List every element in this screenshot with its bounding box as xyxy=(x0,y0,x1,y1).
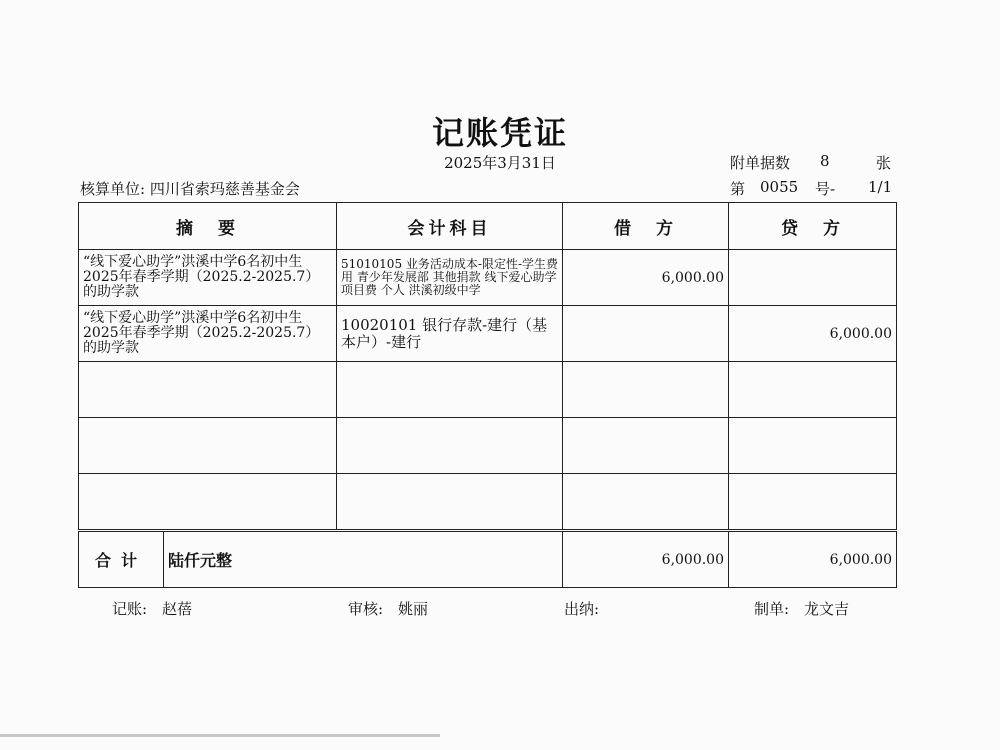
total-amount-in-words: 陆仟元整 xyxy=(168,551,233,570)
signature-line xyxy=(78,598,896,620)
attachment-unit: 张 xyxy=(876,154,892,172)
header-debit: 借 方 xyxy=(563,203,729,250)
attachment-count xyxy=(730,152,900,173)
row-account: 10020101 银行存款-建行（基本户）-建行 xyxy=(337,306,563,362)
table-header-row xyxy=(79,203,897,250)
attachment-label: 附单据数 xyxy=(730,154,791,172)
reviewer-signature: 审核: 姚丽 xyxy=(348,600,429,618)
accounting-unit-label: 核算单位: xyxy=(80,180,146,198)
voucher-number-suffix: 号- xyxy=(815,180,836,198)
table-row xyxy=(79,306,897,362)
total-debit: 6,000.00 xyxy=(563,531,729,588)
bookkeeper-signature: 记账: 赵蓓 xyxy=(112,600,193,618)
preparer-signature: 制单: 龙文吉 xyxy=(754,600,850,618)
header-summary: 摘 要 xyxy=(79,203,337,250)
header-credit: 贷 方 xyxy=(729,203,897,250)
scan-edge-line xyxy=(0,734,440,737)
row-credit: 6,000.00 xyxy=(729,306,897,362)
total-credit: 6,000.00 xyxy=(729,531,897,588)
table-row-empty xyxy=(79,418,897,474)
row-summary: “线下爱心助学”洪溪中学6名初中生2025年春季学期（2025.2-2025.7）的助学款 xyxy=(79,250,337,306)
row-summary: “线下爱心助学”洪溪中学6名初中生2025年春季学期（2025.2-2025.7）的助学款 xyxy=(79,306,337,362)
document-title: 记账凭证 xyxy=(431,114,568,152)
cashier-signature: 出纳: xyxy=(564,600,600,618)
table-row xyxy=(79,250,897,306)
total-label: 合计 xyxy=(79,532,164,587)
accounting-unit xyxy=(80,178,300,199)
voucher-date: 2025年3月31日 xyxy=(444,154,556,172)
row-debit: 6,000.00 xyxy=(563,250,729,306)
voucher-number xyxy=(730,178,900,199)
table-row-empty xyxy=(79,362,897,418)
total-label-cell xyxy=(79,531,563,588)
row-debit xyxy=(563,306,729,362)
table-total-row xyxy=(79,531,897,588)
accounting-unit-name: 四川省索玛慈善基金会 xyxy=(149,180,300,198)
header-account: 会计科目 xyxy=(337,203,563,250)
voucher-number-prefix: 第 xyxy=(730,180,746,198)
row-credit xyxy=(729,250,897,306)
attachment-number: 8 xyxy=(820,152,830,170)
voucher-number-value: 0055 xyxy=(760,178,799,196)
row-account: 51010105 业务活动成本-限定性-学生费用 青少年发展部 其他捐款 线下爱心助学 项目费 个人 洪溪初级中学 xyxy=(337,250,563,306)
table-row-empty xyxy=(79,474,897,531)
voucher-page-number: 1/1 xyxy=(868,178,893,196)
voucher-table xyxy=(78,202,897,588)
